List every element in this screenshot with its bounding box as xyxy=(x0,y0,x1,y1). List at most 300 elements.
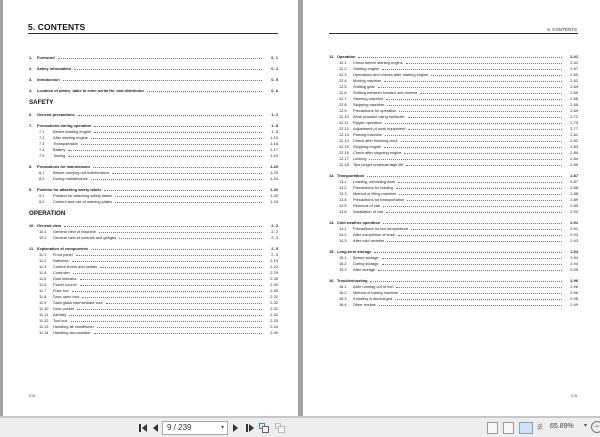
toc-entry-page: 2-41 xyxy=(570,60,578,65)
toc-entry-page: 2-96 xyxy=(570,290,578,295)
toc-entry-page: 2-96 xyxy=(570,284,578,289)
toc-leader-dots xyxy=(73,271,262,274)
toc-entry-label: Safety information xyxy=(37,66,72,71)
toc-leader-dots xyxy=(94,124,262,127)
toc-entry-number: 12.4 xyxy=(339,78,347,83)
toc-leader-dots xyxy=(420,91,562,94)
previous-page-button[interactable] xyxy=(150,422,160,434)
toc-entry-number: 12.8 xyxy=(339,102,347,107)
toc-entry-label: Stopping engine xyxy=(353,144,382,149)
section-heading-safety: SAFETY xyxy=(29,99,54,106)
toc-leader-dots xyxy=(115,200,262,203)
toc-entry-label: Ripper operation xyxy=(353,120,382,125)
toc-subentry[interactable] xyxy=(329,209,578,215)
toc-entry-label: Method of lifting machine xyxy=(353,191,397,196)
toc-entry-page: 2- 3 xyxy=(271,235,278,240)
toc-entry-page: 2-60 xyxy=(570,72,578,77)
toc-entry-page: 2-22 xyxy=(270,264,278,269)
toc-entry-number: 15.3 xyxy=(339,267,347,272)
toc-entry-page: 2-77 xyxy=(570,126,578,131)
toc-subentry[interactable] xyxy=(329,162,578,168)
toc-leader-dots xyxy=(396,285,562,288)
toc-entry-label: After storage xyxy=(353,267,376,272)
toc-leader-dots xyxy=(91,247,262,250)
toc-group xyxy=(329,220,578,244)
toc-entry-number: 12.17 xyxy=(339,156,349,161)
toc-entry-number: 10.1 xyxy=(39,229,47,234)
toc-leader-dots xyxy=(395,297,562,300)
toc-entry-number: 12.13 xyxy=(339,132,349,137)
toc-entry-number: 3. xyxy=(29,77,33,82)
zoom-out-icon[interactable]: − xyxy=(591,421,600,433)
navigation-toolbar xyxy=(0,416,600,437)
toc-entry-page: 2-66 xyxy=(570,96,578,101)
toc-entry-number: 12.6 xyxy=(339,90,347,95)
toc-entry-page: 2-83 xyxy=(570,144,578,149)
toc-leader-dots xyxy=(385,133,562,136)
toc-entry-number: 11.1 xyxy=(39,252,47,257)
toc-entry-number: 16.2 xyxy=(339,290,347,295)
toc-leader-dots xyxy=(71,319,263,322)
toc-leader-dots xyxy=(370,279,562,282)
page-number-footer: 0-9 xyxy=(571,393,577,398)
next-view-button[interactable] xyxy=(274,422,286,434)
toc-entry-page: 1-10 xyxy=(270,135,278,140)
toc-entry-label: Precautions for loading xyxy=(353,185,393,190)
toc-entry-number: 16.1 xyxy=(339,284,347,289)
toc-entry-label: After cold weather xyxy=(353,238,385,243)
toc-group xyxy=(29,55,278,61)
toc-entry-page: 2-62 xyxy=(570,78,578,83)
toc-leader-dots xyxy=(399,192,562,195)
toc-leader-dots xyxy=(384,79,562,82)
toc-entry-number: 12.18 xyxy=(339,162,349,167)
toc-entry-page: 2-41 xyxy=(570,54,578,59)
toc-leader-dots xyxy=(385,121,562,124)
toc-entry-label: Adjustment of work equipment xyxy=(353,126,406,131)
toc-intro-entries xyxy=(29,55,278,94)
toc-group xyxy=(329,173,578,215)
toc-entry-number: 10. xyxy=(29,223,35,228)
toc-entry-number: 7.5 xyxy=(39,153,45,158)
toc-leader-dots xyxy=(399,109,562,112)
toc-entry-number: 6. xyxy=(29,112,33,117)
toc-entry[interactable] xyxy=(29,55,278,61)
toc-entry-number: 12. xyxy=(329,54,335,59)
toc-entry-page: 1-34 xyxy=(270,199,278,204)
toc-entry-page: 2- 5 xyxy=(271,246,278,251)
toc-entry-page: 2-94 xyxy=(570,249,578,254)
toc-entry-page: 2- 5 xyxy=(271,252,278,257)
toc-entry-label: Locking xyxy=(353,156,367,161)
toc-entry-label: Before starting engine xyxy=(53,129,92,134)
toc-subentry[interactable] xyxy=(329,238,578,244)
toc-entry-label: Sash glass intermediate lock xyxy=(53,300,103,305)
toc-entry-page: 2-32 xyxy=(270,294,278,299)
toc-entry-label: Controller xyxy=(53,270,70,275)
toc-entry-page: 2-82 xyxy=(570,138,578,143)
next-page-button[interactable] xyxy=(230,422,240,434)
toc-entry-label: Content and use of warning plates xyxy=(53,199,113,204)
toc-entry-page: 2-84 xyxy=(570,150,578,155)
toc-entry-number: 13.2 xyxy=(339,185,347,190)
toc-entry-page: 0- 5 xyxy=(271,77,278,82)
toc-entry[interactable] xyxy=(29,77,278,83)
toc-entry-page: 2-96 xyxy=(570,278,578,283)
toc-entry-number: 11.4 xyxy=(39,270,47,275)
next-page-icon xyxy=(233,424,238,432)
toc-entry-label: After completion of work xyxy=(353,232,395,237)
toc-entry-label: Starting engine xyxy=(353,66,380,71)
toc-leader-dots xyxy=(404,151,562,154)
toc-entry-number: 9.2 xyxy=(39,199,45,204)
toc-group xyxy=(29,123,278,159)
toc-leader-dots xyxy=(99,230,262,233)
toc-entry-page: 2-74 xyxy=(570,120,578,125)
toc-entry-number: 7.1 xyxy=(39,129,45,134)
toc-entry-page: 2-90 xyxy=(570,209,578,214)
continuous-facing-view-icon[interactable]: ≢ xyxy=(537,422,547,433)
toc-entry-number: 1. xyxy=(29,55,33,60)
toc-entry-page: 2-30 xyxy=(270,276,278,281)
toc-entry-page: 2-30 xyxy=(270,288,278,293)
toc-entry-label: Fuse box xyxy=(53,288,70,293)
continuous-view-icon[interactable] xyxy=(503,422,514,434)
toc-leader-dots xyxy=(63,78,262,81)
toc-entry-number: 12.10 xyxy=(339,114,349,119)
toc-leader-dots xyxy=(68,154,262,157)
toc-subentry[interactable] xyxy=(329,267,578,273)
section-heading-operation: OPERATION xyxy=(29,210,66,217)
toc-entry-page: 2-57 xyxy=(570,66,578,71)
toc-entry-number: 11.10 xyxy=(39,306,49,311)
toc-leader-dots xyxy=(81,142,262,145)
toc-leader-dots xyxy=(100,265,262,268)
toc-entry-label: Precautions for maintenance xyxy=(37,164,91,169)
toc-entry-label: During maintenance xyxy=(53,176,88,181)
toc-entry-number: 12.14 xyxy=(339,138,349,143)
toc-entry-page: 2-69 xyxy=(570,108,578,113)
toc-group xyxy=(29,246,278,336)
toc-entry-label: Check after finishing work xyxy=(353,138,398,143)
toc-entry-label: Steering machine xyxy=(353,96,384,101)
toc-leader-dots xyxy=(379,303,562,306)
toc-group xyxy=(29,77,278,83)
toc-entry-page: 2-84 xyxy=(570,156,578,161)
toc-entry-label: Other trouble xyxy=(353,302,376,307)
zoom-dropdown-icon[interactable]: ▾ xyxy=(584,423,588,429)
toc-entry-page: 2-30 xyxy=(270,282,278,287)
toc-entry-label: Door pocket xyxy=(53,306,74,311)
toc-leader-dots xyxy=(407,198,562,201)
toc-leader-dots xyxy=(401,291,562,294)
toc-entry-label: Operations and checks after starting engine xyxy=(353,72,429,77)
toc-entry-label: Tool box xyxy=(53,318,68,323)
toc-leader-dots xyxy=(72,259,262,262)
toc-entry-number: 13.3 xyxy=(339,191,347,196)
toc-entry-label: Check after stopping engine xyxy=(353,150,402,155)
toc-entry-label: Long-term storage xyxy=(337,249,372,254)
toc-entry-number: 11.13 xyxy=(39,324,49,329)
toc-leader-dots xyxy=(74,67,262,70)
toc-leader-dots xyxy=(396,186,562,189)
toc-entry-label: During storage xyxy=(353,261,379,266)
toc-leader-dots xyxy=(358,55,562,58)
toc-entry-page: 2-40 xyxy=(270,330,278,335)
toc-leader-dots xyxy=(384,145,562,148)
table-of-contents-left xyxy=(29,55,278,341)
toc-entry-page: 1- 2 xyxy=(271,112,278,117)
toc-entry-page: 2-91 xyxy=(570,220,578,225)
toc-group xyxy=(29,223,278,241)
toc-entry-label: Installation of cab xyxy=(353,209,384,214)
toc-group xyxy=(29,187,278,205)
toc-group xyxy=(29,112,278,118)
toc-entry-number: 13.4 xyxy=(339,197,347,202)
toc-entry-label: Moving machine xyxy=(353,78,382,83)
page-number-input[interactable] xyxy=(162,421,228,435)
toc-leader-dots xyxy=(106,301,262,304)
toc-entry-page: 2-64 xyxy=(570,84,578,89)
toc-entry-number: 13. xyxy=(329,173,335,178)
toc-entry-label: Position for attaching safety labels xyxy=(53,193,113,198)
toc-entry-page: 1-19 xyxy=(270,153,278,158)
toc-entry-number: 2. xyxy=(29,66,33,71)
toc-entry-page: 2-95 xyxy=(570,267,578,272)
toc-entry-number: 11. xyxy=(29,246,35,251)
toc-entry-label: Position for attaching safety labels xyxy=(37,187,102,192)
toc-subentry[interactable] xyxy=(329,302,578,308)
toc-entry-page: 2- 2 xyxy=(271,223,278,228)
toc-entry-page: 2-29 xyxy=(270,270,278,275)
toc-entry-number: 7.3 xyxy=(39,141,45,146)
toc-entry-number: 7.2 xyxy=(39,135,45,140)
toc-entry-page: 2-87 xyxy=(570,173,578,178)
toc-entry-number: 14. xyxy=(329,220,335,225)
toc-leader-dots xyxy=(378,85,562,88)
toc-entry-label: Loading, unloading work xyxy=(353,179,396,184)
toc-entry-page: 1-30 xyxy=(270,187,278,192)
toc-leader-dots xyxy=(91,136,262,139)
toc-entry-label: Front panel xyxy=(53,252,73,257)
toc-entry-page: 2-68 xyxy=(570,102,578,107)
toc-entry-label: Check before starting engine xyxy=(353,60,403,65)
toc-leader-dots xyxy=(77,307,262,310)
toc-entry[interactable] xyxy=(29,66,278,72)
toc-entry-page: 2-93 xyxy=(570,232,578,237)
toc-entry-label: If battery is discharged xyxy=(353,296,393,301)
toc-leader-dots xyxy=(374,250,562,253)
header-rule xyxy=(329,33,578,34)
toc-leader-dots xyxy=(408,115,562,118)
toc-entry-page: 2- 2 xyxy=(271,229,278,234)
toc-entry[interactable] xyxy=(29,112,278,118)
toc-entry-number: 8. xyxy=(29,164,33,169)
toc-entry-number: 14.1 xyxy=(339,226,347,231)
toc-leader-dots xyxy=(82,295,262,298)
toc-entry-page: 2-19 xyxy=(270,258,278,263)
zoom-level[interactable]: 65.89% xyxy=(550,423,574,430)
toc-entry-label: Troubleshooting xyxy=(337,278,368,283)
toc-group xyxy=(29,164,278,182)
toc-leader-dots xyxy=(112,171,262,174)
previous-page-icon xyxy=(153,424,158,432)
toc-entry-label: Precautions during operation xyxy=(37,123,92,128)
toc-entry-page: 0- 4 xyxy=(271,66,278,71)
toc-entry-label: Introduction xyxy=(37,77,60,82)
toc-entry-number: 13.5 xyxy=(339,203,347,208)
toc-entry-label: Before storage xyxy=(353,255,379,260)
toc-entry-label: Explanation of components xyxy=(37,246,89,251)
toc-entry-page: 1-20 xyxy=(270,170,278,175)
toc-entry-number: 4. xyxy=(29,88,33,93)
toc-entry-label: Door-open lock xyxy=(53,294,80,299)
toc-entry-label: After running out of fuel xyxy=(353,284,394,289)
toc-entry-number: 11.9 xyxy=(39,300,47,305)
toc-entry-number: 12.1 xyxy=(339,60,347,65)
toc-entry-label: Cold weather operation xyxy=(337,220,381,225)
toc-leader-dots xyxy=(382,262,562,265)
toc-entry-label: Handling accumulator xyxy=(53,330,91,335)
toc-safety-entries xyxy=(29,112,278,205)
toc-entry-page: 1- 8 xyxy=(271,129,278,134)
toc-entry-page: 2-89 xyxy=(570,203,578,208)
toc-entry-page: 2-33 xyxy=(270,318,278,323)
toc-entry-page: 2-88 xyxy=(570,185,578,190)
page-number-footer: 0-8 xyxy=(29,393,35,398)
toc-group xyxy=(29,66,278,72)
toc-entry-number: 11.2 xyxy=(39,258,47,263)
toc-leader-dots xyxy=(91,177,262,180)
toc-leader-dots xyxy=(115,194,262,197)
toc-leader-dots xyxy=(406,163,562,166)
toc-entry-number: 12.3 xyxy=(339,72,347,77)
toc-subentry[interactable] xyxy=(29,153,278,159)
toc-entry-label: Ashtray xyxy=(53,312,67,317)
toc-leader-dots xyxy=(398,233,562,236)
previous-view-icon xyxy=(259,423,269,433)
page-title: 5. CONTENTS xyxy=(28,22,86,32)
toc-leader-dots xyxy=(386,97,562,100)
toc-entry-page: 2-32 xyxy=(270,306,278,311)
toc-subentry[interactable] xyxy=(29,330,278,336)
toc-entry-label: General view of controls and gauges xyxy=(53,235,117,240)
toc-entry-label: General precautions xyxy=(37,112,75,117)
toc-entry-number: 7.4 xyxy=(39,147,45,152)
toc-entry-label: Stopping machine xyxy=(353,102,385,107)
toc-leader-dots xyxy=(378,268,562,271)
toc-entry-page: 1-30 xyxy=(270,193,278,198)
last-page-icon xyxy=(245,424,254,432)
toc-entry-number: 9. xyxy=(29,187,33,192)
toc-entry-label: After starting engine xyxy=(53,135,88,140)
toc-entry-page: 2-91 xyxy=(570,226,578,231)
toc-entry-label: Battery xyxy=(53,147,66,152)
toc-entry-number: 15. xyxy=(329,249,335,254)
toc-operation-entries xyxy=(29,223,278,336)
toc-subentry[interactable] xyxy=(29,199,278,205)
toc-entry-page: 2-88 xyxy=(570,191,578,196)
toc-entry-page: 2-87 xyxy=(570,179,578,184)
toc-subentry[interactable] xyxy=(29,176,278,182)
toc-leader-dots xyxy=(386,210,562,213)
toc-leader-dots xyxy=(97,325,262,328)
title-underline xyxy=(28,33,278,34)
toc-leader-dots xyxy=(408,127,562,130)
toc-entry-page: 1-17 xyxy=(270,147,278,152)
document-page-right[interactable] xyxy=(303,0,600,416)
toc-entry-label: Location of plates, table to enter serial No. and distributor xyxy=(37,88,145,93)
toc-entry-number: 8.2 xyxy=(39,176,45,181)
toc-entry-label: Precautions for transportation xyxy=(353,197,405,202)
toc-entry-label: Removal of cab xyxy=(353,203,381,208)
first-page-button[interactable] xyxy=(136,422,148,434)
toc-entry-number: 12.5 xyxy=(339,84,347,89)
toc-entry-number: 13.1 xyxy=(339,179,347,184)
toc-entry-label: Handling air conditioner xyxy=(53,324,94,329)
toc-entry-number: 9.1 xyxy=(39,193,45,198)
toc-leader-dots xyxy=(387,239,562,242)
last-page-button[interactable] xyxy=(243,422,255,434)
toc-subentry[interactable] xyxy=(29,235,278,241)
toc-entry-page: 1-24 xyxy=(270,176,278,181)
facing-pages-view-icon[interactable] xyxy=(519,422,533,434)
toc-leader-dots xyxy=(94,130,262,133)
toc-leader-dots xyxy=(369,157,562,160)
table-of-contents-right xyxy=(329,54,578,313)
toc-group xyxy=(329,278,578,308)
toc-entry-number: 12.16 xyxy=(339,150,349,155)
previous-view-button[interactable] xyxy=(258,422,270,434)
toc-entry-label: Work possible using bulldozer xyxy=(353,114,405,119)
toc-leader-dots xyxy=(104,188,262,191)
toc-entry-label: Precautions for operation xyxy=(353,108,397,113)
toc-leader-dots xyxy=(80,277,262,280)
toc-entry-label: Foreword xyxy=(37,55,55,60)
page-dropdown-icon[interactable]: ▾ xyxy=(220,425,224,431)
toc-entry-number: 11.14 xyxy=(39,330,49,335)
toc-leader-dots xyxy=(80,283,262,286)
toc-entry-page: 2-99 xyxy=(570,302,578,307)
toc-entry-number: 16.3 xyxy=(339,296,347,301)
toc-entry-page: 2-32 xyxy=(270,300,278,305)
page-number-value: 9 / 239 xyxy=(167,423,192,432)
toc-leader-dots xyxy=(383,204,562,207)
toc-entry-page: 1- 8 xyxy=(271,123,278,128)
toc-entry-number: 11.6 xyxy=(39,282,47,287)
toc-entry-number: 7. xyxy=(29,123,33,128)
toc-entry[interactable] xyxy=(29,88,278,94)
toc-leader-dots xyxy=(69,313,262,316)
toc-entry-page: 2-34 xyxy=(270,324,278,329)
toc-group xyxy=(29,88,278,94)
document-page-left[interactable] xyxy=(3,0,298,416)
toc-entry-number: 11.3 xyxy=(39,264,47,269)
toc-entry-label: Transportation xyxy=(53,141,78,146)
toc-entry-page: 2-96 xyxy=(570,296,578,301)
toc-leader-dots xyxy=(147,89,262,92)
toc-entry-number: 13.6 xyxy=(339,209,347,214)
toc-entry-label: Shifting gear xyxy=(353,84,375,89)
next-view-icon xyxy=(275,423,285,433)
toc-entry-label: Power source xyxy=(53,282,77,287)
toc-entry-label: Operation xyxy=(337,54,356,59)
toc-entry-number: 11.12 xyxy=(39,318,49,323)
toc-entry-number: 8.1 xyxy=(39,170,45,175)
toc-entry-label: General view of machine xyxy=(53,229,96,234)
toc-entry-number: 15.1 xyxy=(339,255,347,260)
single-page-view-icon[interactable] xyxy=(487,422,498,434)
